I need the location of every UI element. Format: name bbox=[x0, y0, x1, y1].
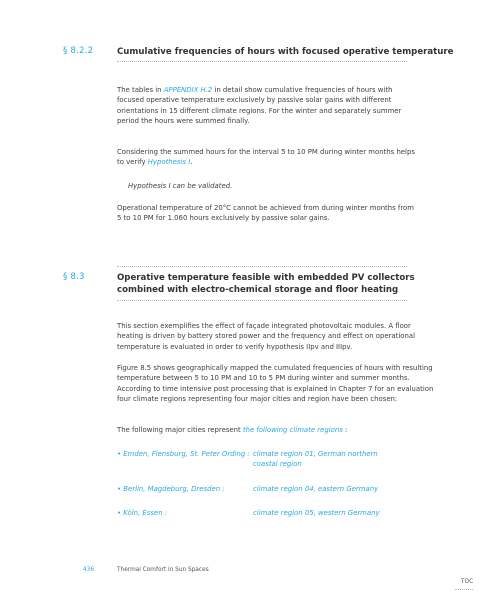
toc-link[interactable]: TOC bbox=[461, 579, 474, 585]
section-title: Cumulative frequencies of hours with focused operative temperature bbox=[117, 47, 454, 57]
list-item-region: climate region 01, German northern coastal region bbox=[253, 450, 378, 469]
hypothesis-link[interactable]: Hypothesis I bbox=[147, 158, 191, 167]
heading-divider bbox=[117, 266, 407, 267]
paragraph: The tables in APPENDIX H.2 in detail show cumulative frequencies of hours with focused operative temperature exclusively by passive solar gains with different orientations in 15 different climate regions. For the winter and separately summer period the hours were summed finally. bbox=[117, 86, 402, 125]
list-item-region: climate region 05, western Germany bbox=[253, 509, 380, 517]
book-title: Thermal Comfort in Sun Spaces bbox=[117, 567, 209, 573]
paragraph: Considering the summed hours for the interval 5 to 10 PM during winter months helps to verify Hypothesis I. bbox=[117, 148, 415, 167]
list-item: • Berlin, Magdeburg, Dresden : bbox=[117, 485, 225, 493]
list-item-region: climate region 04, eastern Germany bbox=[253, 485, 379, 493]
list-item: • Köln, Essen : bbox=[117, 509, 168, 517]
appendix-link[interactable]: APPENDIX H.2 bbox=[163, 86, 213, 94]
climate-regions-link[interactable]: the following climate regions bbox=[242, 426, 343, 434]
section-number: § 8.2.2 bbox=[63, 46, 94, 56]
heading-divider bbox=[117, 300, 407, 301]
section-number: § 8.3 bbox=[63, 272, 85, 282]
paragraph: Figure 8.5 shows geographically mapped the cumulated frequencies of hours with resulting temperature between 5 to 10 PM and 10 to 5 PM during winter and summer months. According to time intensive post processing that is explained in Chapter 7 for an evaluation four climate regions representing four major cities and region have been chosen: bbox=[117, 364, 434, 403]
paragraph: Operational temperature of 20°C cannot be achieved from during winter months from 5 to 10 PM for 1.060 hours exclusively by passive solar gains. bbox=[117, 204, 414, 223]
paragraph: This section exemplifies the effect of façade integrated photovoltaic modules. A floor heating is driven by battery stored power and the frequency and effect on operational temperature is evaluated in order to verify hypothesis IIpv and IIIpv. bbox=[117, 322, 415, 351]
page-number: 436 bbox=[83, 567, 95, 573]
bullet-marker: • bbox=[117, 450, 124, 458]
paragraph: The following major cities represent the following climate regions : bbox=[117, 426, 348, 434]
section-title: Operative temperature feasible with embedded PV collectors combined with electro-chemical storage and floor heating bbox=[117, 273, 415, 295]
bullet-marker: • bbox=[117, 509, 124, 517]
heading-divider bbox=[117, 61, 407, 62]
toc-underline bbox=[455, 589, 473, 590]
hypothesis-statement: Hypothesis I can be validated. bbox=[128, 182, 233, 190]
list-item: • Emden, Flensburg, St. Peter Ording : bbox=[117, 450, 250, 458]
bullet-marker: • bbox=[117, 485, 124, 493]
